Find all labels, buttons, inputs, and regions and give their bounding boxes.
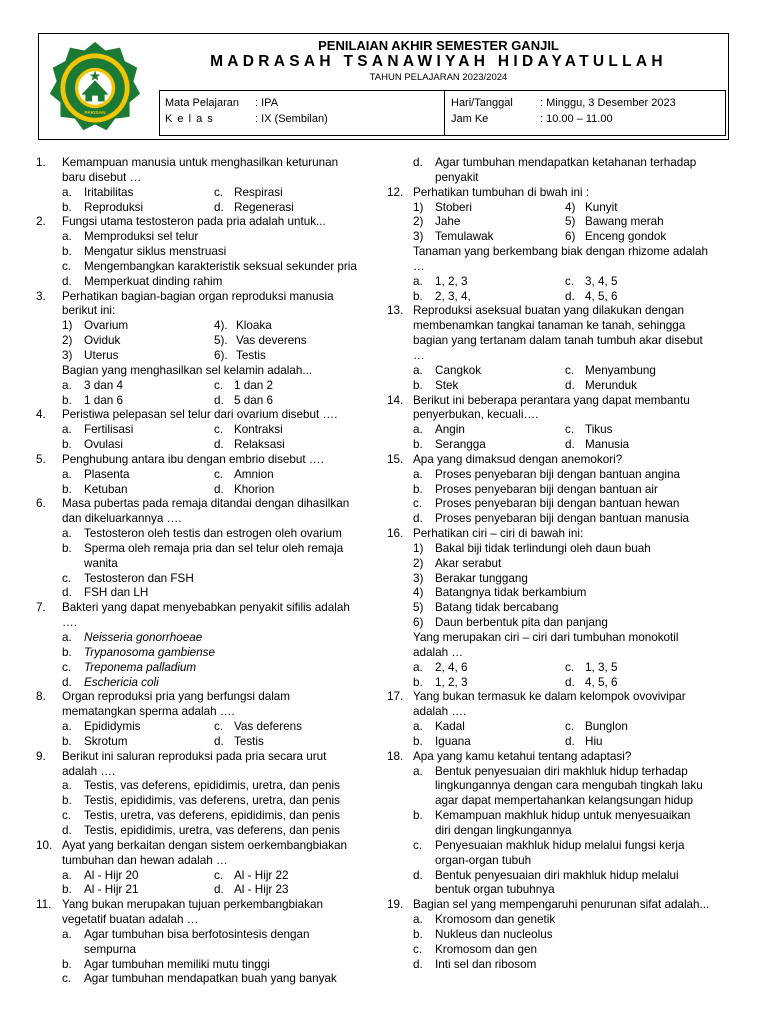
list-row: 2) Oviduk 5). Vas deverens: [62, 334, 307, 348]
list-row: 3) Temulawak 6) Enceng gondok: [413, 230, 667, 244]
left-column: [36, 156, 386, 987]
question-stem: Yang merupakan ciri – ciri dari tumbuhan monokotil: [413, 631, 679, 644]
option-b[interactable]: b. Kemampuan makhluk hidup untuk menyesuaikan: [413, 809, 691, 823]
option-row: b. 2, 3, 4, d. 4, 5, 6: [413, 289, 618, 303]
option-b[interactable]: Serangga: [435, 438, 486, 452]
option-c[interactable]: Al - Hijr 22: [234, 868, 289, 882]
option-d[interactable]: d. Memperkuat dinding rahim: [62, 274, 223, 288]
question-text: Yang bukan merupakan tujuan perkembangbiakan: [62, 898, 323, 912]
question-text: Berikut ini saluran reproduksi pada pria secara urut: [62, 749, 327, 763]
option-d[interactable]: Merunduk: [585, 378, 637, 392]
option-a[interactable]: Cangkok: [435, 363, 482, 377]
option-a[interactable]: a. Kromosom dan genetik: [413, 913, 556, 927]
question-text: Reproduksi aseksual buatan yang dilakukan dengan: [413, 304, 684, 318]
option-c[interactable]: Kontraksi: [234, 423, 283, 437]
option-a[interactable]: Al - Hijr 20: [84, 868, 139, 882]
option-row: a. Cangkok c. Menyambung: [413, 363, 656, 377]
question-6: 6. Masa pubertas pada remaja ditandai dengan dihasilkan dan dikeluarkannya …. a. Testosteron oleh testis dan estrogen oleh ovarium b. Sperma oleh remaja pria dan sel telur oleh remaja wanita c. Testosteron dan FSH d. FSH dan LH: [36, 497, 386, 601]
question-text: Perhatikan bagian-bagian organ reproduksi manusia: [62, 289, 334, 303]
option-b[interactable]: b. Mengatur siklus menstruasi: [62, 245, 227, 259]
option-row: a. Al - Hijr 20 c. Al - Hijr 22: [62, 868, 289, 882]
option-c[interactable]: c. Testosteron dan FSH: [62, 571, 194, 585]
option-d[interactable]: Al - Hijr 23: [234, 883, 289, 897]
option-d[interactable]: Manusia: [585, 438, 630, 452]
option-b[interactable]: Reproduksi: [84, 200, 144, 214]
list-item: 2) Akar serabut: [413, 556, 502, 570]
question-text: Bakteri yang dapat menyebabkan penyakit sifilis adalah: [62, 601, 350, 615]
subject-label: Mata Pelajaran: [165, 97, 239, 109]
option-b[interactable]: b. Sperma oleh remaja pria dan sel telur oleh remaja: [62, 541, 344, 555]
option-d[interactable]: Testis: [234, 734, 264, 748]
question-17: 17. Yang bukan termasuk ke dalam kelompok ovovivipar adalah …. a. Kadal c. Bunglon b. Iguana d. Hiu: [387, 690, 735, 749]
option-row: a. 1, 2, 3 c. 3, 4, 5: [413, 274, 618, 288]
question-14: 14. Berikut ini beberapa perantara yang dapat membantu penyerbukan, kecuali…. a. Angin c. Tikus b. Serangga d. Manusia: [387, 394, 735, 453]
question-15: 15. Apa yang dimaksud dengan anemokori? a. Proses penyebaran biji dengan bantuan angina b. Proses penyebaran biji dengan bantuan air c. Proses penyebaran biji dengan bantuan hewan d. Proses penyebaran biji dengan bantuan manusia: [387, 453, 735, 527]
option-d[interactable]: Relaksasi: [234, 438, 285, 452]
option-a[interactable]: a. Memproduksi sel telur: [62, 230, 199, 244]
question-10: 10. Ayat yang berkaitan dengan sistem oerkembangbiakan tumbuhan dan hewan adalah … a. Al - Hijr 20 c. Al - Hijr 22 b. Al - Hijr 21 d. Al - Hijr 23: [36, 839, 386, 898]
question-text: Apa yang kamu ketahui tentang adaptasi?: [413, 749, 632, 763]
question-12: 12. Perhatikan tumbuhan di bwah ini : 1) Stoberi 4) Kunyit 2) Jahe 5) Bawang merah 3) Temulawak 6) Enceng gondok Tanaman yang berkembang biak dengan rhizome adalah … a. 1, 2, 3 c. 3, 4, 5 b. 2, 3, 4, d. 4, 5, 6: [387, 186, 735, 305]
option-d[interactable]: d. Inti sel dan ribosom: [413, 957, 537, 971]
question-text: Perhatikan tumbuhan di bwah ini :: [413, 185, 590, 199]
question-text: Perhatikan ciri – ciri di bawah ini:: [413, 527, 584, 541]
option-d[interactable]: Khorion: [234, 482, 275, 496]
option-row: b. 1, 2, 3 d. 4, 5, 6: [413, 675, 618, 689]
option-a[interactable]: Fertilisasi: [84, 423, 134, 437]
option-b[interactable]: Al - Hijr 21: [84, 883, 139, 897]
option-c[interactable]: c. Testis, uretra, vas deferens, epididimis, dan penis: [62, 809, 340, 823]
option-d[interactable]: Regenerasi: [234, 200, 294, 214]
option-a[interactable]: 3 dan 4: [84, 378, 123, 392]
option-c[interactable]: Bunglon: [585, 720, 628, 734]
option-c[interactable]: Vas deferens: [234, 720, 303, 734]
option-b[interactable]: 1, 2, 3: [435, 675, 468, 689]
option-a[interactable]: a. Testosteron oleh testis dan estrogen oleh ovarium: [62, 527, 342, 541]
option-row: b. 1 dan 6 d. 5 dan 6: [62, 393, 273, 407]
question-stem: Tanaman yang berkembang biak dengan rhizome adalah: [413, 245, 708, 259]
option-a[interactable]: Plasenta: [84, 467, 130, 481]
question-8: 8. Organ reproduksi pria yang berfungsi dalam mematangkan sperma adalah …. a. Epididymis c. Vas deferens b. Skrotum d. Testis: [36, 690, 386, 749]
option-c[interactable]: Respirasi: [234, 185, 283, 199]
option-d[interactable]: d. Agar tumbuhan mendapatkan ketahanan terhadap: [413, 156, 697, 169]
question-16: 16. Perhatikan ciri – ciri di bawah ini: 1) Bakal biji tidak terlindungi oleh daun buah 2) Akar serabut 3) Berakar tunggang 4) Batangnya tidak berkambium 5) Batang tidak bercabang 6) Daun berbentuk pita dan panjang Yang merupakan ciri – ciri dari tumbuhan monokotil adalah … a. 2, 4, 6 c. 1, 3, 5 b. 1, 2, 3 d. 4, 5, 6: [387, 527, 735, 690]
option-row: b. Ovulasi d. Relaksasi: [62, 438, 285, 452]
option-row: a. Angin c. Tikus: [413, 423, 613, 437]
option-d[interactable]: d. Bentuk penyesuaian diri makhluk hidup melalui: [413, 868, 679, 882]
list-row: 3) Uterus 6). Testis: [62, 348, 266, 362]
option-c[interactable]: 3, 4, 5: [585, 274, 618, 288]
time-label: Jam Ke: [451, 113, 489, 125]
option-d[interactable]: 5 dan 6: [234, 393, 273, 407]
option-row: b. Reproduksi d. Regenerasi: [62, 200, 294, 214]
question-13: 13. Reproduksi aseksual buatan yang dilakukan dengan membenamkan tangkai tanaman ke tanah, sehingga bagian yang tertanam dalam tanah tumbuh akar disebut … a. Cangkok c. Menyambung b. Stek d. Merunduk: [387, 304, 735, 393]
exam-info-box: [159, 90, 726, 136]
school-logo: [47, 39, 143, 135]
question-4: 4. Peristiwa pelepasan sel telur dari ovarium disebut …. a. Fertilisasi c. Kontraksi b. Ovulasi d. Relaksasi: [36, 408, 386, 453]
school-name: MADRASAH TSANAWIYAH HIDAYATULLAH: [210, 53, 667, 70]
option-a[interactable]: a. Proses penyebaran biji dengan bantuan angina: [413, 467, 680, 481]
option-a[interactable]: Iritabilitas: [84, 185, 134, 199]
option-d[interactable]: d. Eschericia coli: [62, 675, 159, 689]
exam-title: PENILAIAN AKHIR SEMESTER GANJIL: [318, 38, 559, 53]
question-text: Masa pubertas pada remaja ditandai dengan dihasilkan: [62, 497, 350, 511]
option-b[interactable]: b. Nukleus dan nucleolus: [413, 927, 553, 941]
list-item: 1) Bakal biji tidak terlindungi oleh daun buah: [413, 541, 651, 555]
option-b[interactable]: Ovulasi: [84, 438, 123, 452]
question-text: Fungsi utama testosteron pada pria adalah untuk...: [62, 215, 326, 229]
option-row: a. 3 dan 4 c. 1 dan 2: [62, 378, 273, 392]
option-row: b. Stek d. Merunduk: [413, 378, 637, 392]
option-row: b. Iguana d. Hiu: [413, 734, 603, 748]
option-a[interactable]: Angin: [435, 423, 465, 437]
option-row: b. Serangga d. Manusia: [413, 438, 630, 452]
option-a[interactable]: a. Testis, vas deferens, epididimis, uretra, dan penis: [62, 779, 340, 793]
option-a[interactable]: a. Agar tumbuhan bisa berfotosintesis dengan: [62, 927, 310, 941]
option-b[interactable]: b. Proses penyebaran biji dengan bantuan air: [413, 482, 658, 496]
list-row: 2) Jahe 5) Bawang merah: [413, 215, 664, 229]
option-c[interactable]: c. Kromosom dan gen: [413, 942, 537, 956]
day-date-label: Hari/Tanggal: [451, 97, 513, 109]
option-b[interactable]: 2, 3, 4,: [435, 289, 471, 303]
option-c[interactable]: c. Mengembangkan karakteristik seksual sekunder pria: [62, 259, 357, 273]
option-c[interactable]: c. Proses penyebaran biji dengan bantuan hewan: [413, 497, 680, 511]
option-row: a. Plasenta c. Amnion: [62, 467, 274, 481]
option-d[interactable]: Hiu: [585, 734, 603, 748]
option-d[interactable]: 4, 5, 6: [585, 289, 618, 303]
option-a[interactable]: 2, 4, 6: [435, 660, 468, 674]
option-b[interactable]: b. Testis, epididimis, vas deferens, uretra, dan penis: [62, 794, 340, 808]
option-a[interactable]: 1, 2, 3: [435, 274, 468, 288]
list-item: 6) Daun berbentuk pita dan panjang: [413, 616, 608, 630]
option-b[interactable]: b. Agar tumbuhan memiliki mutu tinggi: [62, 957, 270, 971]
question-11: 11. Yang bukan merupakan tujuan perkembangbiakan vegetatif buatan adalah … a. Agar tumbuhan bisa berfotosintesis dengan sempurna b. Agar tumbuhan memiliki mutu tinggi c. Agar tumbuhan mendapatkan buah yang banyak: [36, 898, 386, 987]
option-a[interactable]: a. Neisseria gonorrhoeae: [62, 631, 203, 644]
question-text: Bagian sel yang mempengaruhi penurunan sifat adalah...: [413, 898, 710, 912]
option-c[interactable]: c. Treponema palladium: [62, 660, 197, 674]
subject-value: : IPA: [255, 97, 279, 109]
option-row: a. Fertilisasi c. Kontraksi: [62, 423, 283, 437]
option-row: b. Al - Hijr 21 d. Al - Hijr 23: [62, 883, 289, 897]
question-text: Yang bukan termasuk ke dalam kelompok ovovivipar: [413, 690, 686, 704]
option-d[interactable]: d. Proses penyebaran biji dengan bantuan manusia: [413, 512, 690, 526]
question-text: Apa yang dimaksud dengan anemokori?: [413, 452, 623, 466]
question-2: 2. Fungsi utama testosteron pada pria adalah untuk... a. Memproduksi sel telur b. Mengatur siklus menstruasi c. Mengembangkan karakteristik seksual sekunder pria d. Memperkuat dinding rahim: [36, 215, 386, 289]
question-text: Penghubung antara ibu dengan embrio disebut ….: [62, 452, 324, 466]
academic-year: TAHUN PELAJARAN 2023/2024: [369, 72, 508, 83]
day-date-value: : Minggu, 3 Desember 2023: [540, 97, 676, 109]
option-row: a. Kadal c. Bunglon: [413, 720, 628, 734]
time-value: : 10.00 – 11.00: [540, 113, 613, 125]
list-item: 3) Berakar tunggang: [413, 571, 528, 585]
question-18: 18. Apa yang kamu ketahui tentang adaptasi? a. Bentuk penyesuaian diri makhluk hidup terhadap lingkungannya dengan cara mengubah tingkah laku agar dapat mempertahankan kelangsungan hidup b. Kemampuan makhluk hidup untuk menyesuaikan diri dengan lingkungannya c. Penyesuaian makhluk hidup melalui fungsi kerja organ-organ tubuh d. Bentuk penyesuaian diri makhluk hidup melalui bentuk organ tubuhnya: [387, 750, 735, 898]
option-b[interactable]: Ketuban: [84, 482, 128, 496]
option-b[interactable]: b. Trypanosoma gambiense: [62, 645, 216, 659]
class-label: K e l a s: [165, 113, 214, 125]
option-b[interactable]: 1 dan 6: [84, 393, 123, 407]
question-7: 7. Bakteri yang dapat menyebabkan penyakit sifilis adalah …. a. Neisseria gonorrhoeae b. Trypanosoma gambiense c. Treponema palladium d. Eschericia coli: [36, 601, 386, 690]
option-a[interactable]: Kadal: [435, 720, 465, 734]
option-c[interactable]: 1, 3, 5: [585, 660, 618, 674]
option-d[interactable]: d. Testis, epididimis, uretra, vas deferens, dan penis: [62, 823, 340, 837]
question-text: Peristiwa pelepasan sel telur dari ovarium disebut ….: [62, 408, 338, 422]
option-row: b. Ketuban d. Khorion: [62, 482, 275, 496]
question-9: 9. Berikut ini saluran reproduksi pada pria secara urut adalah …. a. Testis, vas deferens, epididimis, uretra, dan penis b. Testis, epididimis, vas deferens, uretra, dan penis c. Testis, uretra, vas deferens, epididimis, dan penis d. Testis, epididimis, uretra, vas deferens, dan penis: [36, 750, 386, 839]
option-row: a. Iritabilitas c. Respirasi: [62, 185, 283, 199]
option-row: a. 2, 4, 6 c. 1, 3, 5: [413, 660, 618, 674]
option-a[interactable]: Epididymis: [84, 720, 141, 734]
option-row: b. Skrotum d. Testis: [62, 734, 264, 748]
question-text: Ayat yang berkaitan dengan sistem oerkembangbiakan: [62, 838, 348, 852]
question-11-continued: d. Agar tumbuhan mendapatkan ketahanan terhadap penyakit: [387, 156, 735, 186]
svg-text:PAKISAN: PAKISAN: [84, 110, 106, 116]
question-text: Organ reproduksi pria yang berfungsi dalam: [62, 690, 291, 704]
question-5: 5. Penghubung antara ibu dengan embrio disebut …. a. Plasenta c. Amnion b. Ketuban d. Khorion: [36, 453, 386, 498]
question-19: 19. Bagian sel yang mempengaruhi penurunan sifat adalah... a. Kromosom dan genetik b. Nukleus dan nucleolus c. Kromosom dan gen d. Inti sel dan ribosom: [387, 898, 735, 972]
list-row: 1) Ovarium 4). Kloaka: [62, 319, 272, 333]
option-d[interactable]: 4, 5, 6: [585, 675, 618, 689]
option-c[interactable]: Menyambung: [585, 363, 656, 377]
option-b[interactable]: Skrotum: [84, 734, 128, 748]
option-c[interactable]: Tikus: [585, 423, 613, 437]
option-c[interactable]: c. Penyesuaian makhluk hidup melalui fungsi kerja: [413, 838, 685, 852]
option-row: a. Epididymis c. Vas deferens: [62, 720, 303, 734]
list-item: 4) Batangnya tidak berkambium: [413, 586, 587, 600]
question-text: Berikut ini beberapa perantara yang dapat membantu: [413, 393, 690, 407]
option-c[interactable]: c. Agar tumbuhan mendapatkan buah yang banyak: [62, 972, 337, 986]
option-c[interactable]: Amnion: [234, 467, 274, 481]
question-3: 3. Perhatikan bagian-bagian organ reproduksi manusia berikut ini: 1) Ovarium 4). Kloaka 2) Oviduk 5). Vas deverens 3) Uterus 6). Testis Bagian yang menghasilkan sel kelamin adalah... a. 3 dan 4 c. 1 dan 2 b. 1 dan 6 d. 5 dan 6: [36, 290, 386, 409]
question-text: Kemampuan manusia untuk menghasilkan keturunan: [62, 156, 339, 169]
list-item: 5) Batang tidak bercabang: [413, 601, 559, 615]
class-value: : IX (Sembilan): [255, 113, 328, 125]
option-c[interactable]: 1 dan 2: [234, 378, 273, 392]
option-a[interactable]: a. Bentuk penyesuaian diri makhluk hidup terhadap: [413, 764, 688, 778]
option-b[interactable]: Iguana: [435, 734, 471, 748]
list-row: 1) Stoberi 4) Kunyit: [413, 200, 618, 214]
exam-header: [38, 33, 729, 140]
question-1: 1. Kemampuan manusia untuk menghasilkan keturunan baru disebut … a. Iritabilitas c. Respirasi b. Reproduksi d. Regenerasi: [36, 156, 386, 215]
question-stem: Bagian yang menghasilkan sel kelamin adalah...: [62, 363, 313, 377]
option-b[interactable]: Stek: [435, 378, 459, 392]
right-column: [387, 156, 735, 972]
option-d[interactable]: d. FSH dan LH: [62, 586, 149, 600]
